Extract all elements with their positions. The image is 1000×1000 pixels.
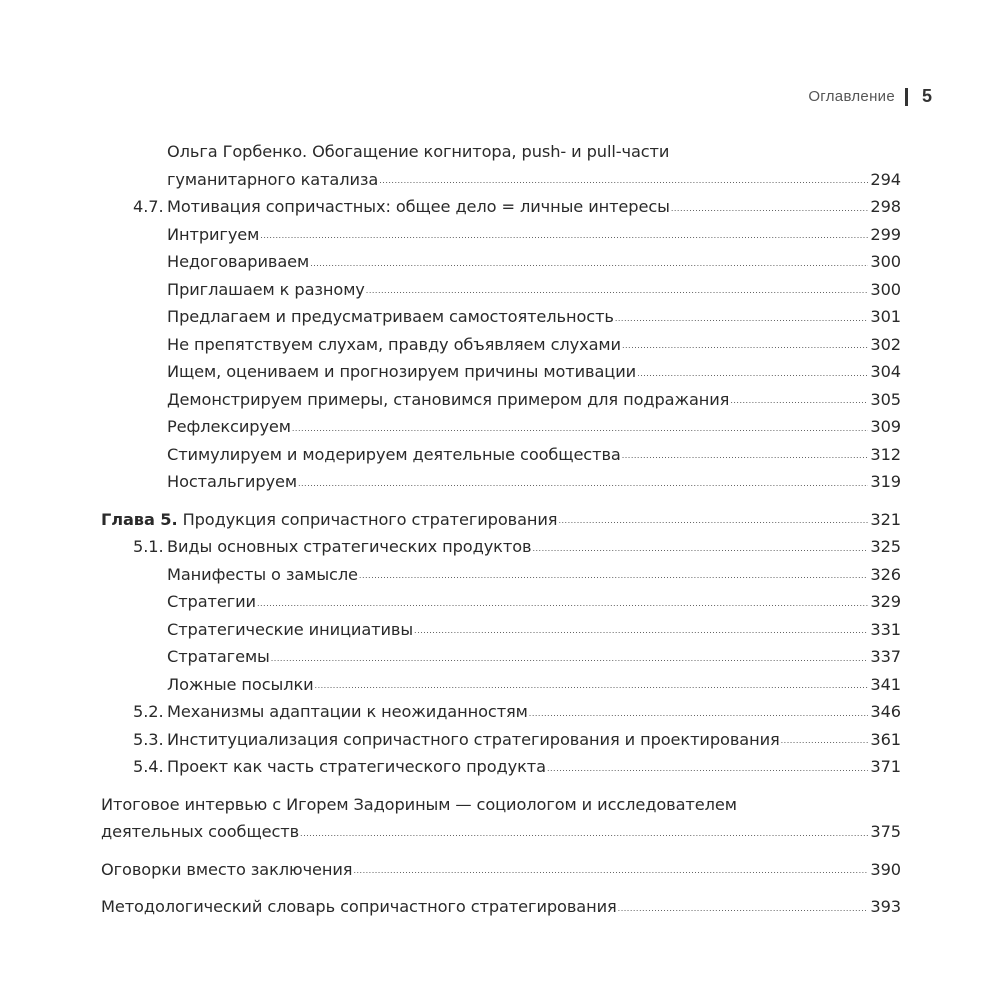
- toc-entry-title: Ностальгируем: [167, 472, 297, 491]
- toc-entry-final-interview[interactable]: [101, 791, 901, 846]
- toc-entry[interactable]: [101, 248, 901, 276]
- toc-entry-page: 319: [870, 472, 901, 491]
- toc-entry[interactable]: [101, 221, 901, 249]
- leader-dots: [271, 654, 869, 664]
- toc-entry-section-5-4[interactable]: [101, 753, 901, 781]
- leader-dots: [671, 204, 869, 214]
- toc-entry[interactable]: [101, 588, 901, 616]
- toc-entry-title-line1: Итоговое интервью с Игорем Задориным — социологом и исследователем: [101, 794, 737, 814]
- toc-entry[interactable]: [101, 643, 901, 671]
- toc-entry-page: 393: [870, 897, 901, 916]
- toc-entry-title: Приглашаем к разному: [167, 279, 365, 299]
- table-of-contents: [101, 138, 901, 921]
- toc-entry-title: Стратегические инициативы: [167, 619, 414, 639]
- toc-entry-page: 326: [870, 564, 901, 584]
- leader-dots: [366, 286, 869, 296]
- toc-entry-page: 298: [870, 197, 901, 216]
- toc-entry-title: Институциализация сопричастного стратегирования и проектирования: [167, 729, 780, 749]
- toc-entry-title: Ложные посылки: [167, 674, 314, 694]
- leader-dots: [615, 314, 869, 324]
- toc-entry-section-5-1[interactable]: [101, 533, 901, 561]
- toc-entry-number: 5.3.: [133, 729, 164, 749]
- toc-entry-title: Продукция сопричастного стратегирования: [182, 509, 558, 529]
- leader-dots: [730, 396, 868, 406]
- toc-entry-page: 331: [870, 619, 901, 639]
- toc-entry-page: 321: [870, 509, 901, 529]
- chapter-label: Глава 5.: [101, 509, 178, 529]
- toc-entry-page: 329: [870, 592, 901, 611]
- toc-entry[interactable]: [101, 303, 901, 331]
- toc-entry-title: Демонстрируем примеры, становимся примером для подражания: [167, 389, 730, 409]
- toc-entry-title: Стратегии: [167, 592, 256, 611]
- toc-entry-page: 341: [870, 674, 901, 694]
- toc-entry[interactable]: [101, 413, 901, 441]
- toc-entry-title: Интригуем: [167, 224, 260, 244]
- toc-entry-section-5-3[interactable]: [101, 726, 901, 754]
- toc-entry-title: Предлагаем и предусматриваем самостоятельность: [167, 307, 614, 326]
- toc-entry-number: 5.4.: [133, 757, 164, 776]
- toc-entry-conclusion[interactable]: [101, 856, 901, 884]
- leader-dots: [622, 451, 869, 461]
- toc-entry-page: 302: [870, 334, 901, 354]
- toc-entry-olga-gorbenko[interactable]: [101, 138, 901, 193]
- toc-entry[interactable]: [101, 386, 901, 414]
- toc-entry-glossary[interactable]: [101, 893, 901, 921]
- leader-dots: [414, 626, 868, 636]
- leader-dots: [310, 259, 868, 269]
- toc-entry-page: 390: [870, 859, 901, 879]
- toc-entry[interactable]: [101, 358, 901, 386]
- leader-dots: [529, 709, 869, 719]
- toc-entry-page: 375: [870, 822, 901, 841]
- toc-entry-page: 337: [870, 647, 901, 666]
- leader-dots: [547, 764, 868, 774]
- leader-dots: [359, 571, 868, 581]
- leader-dots: [300, 829, 868, 839]
- toc-entry-page: 301: [870, 307, 901, 326]
- leader-dots: [260, 231, 868, 241]
- toc-entry-title: Стимулируем и модерируем деятельные сообщества: [167, 444, 621, 464]
- page-number: 5: [921, 86, 932, 106]
- toc-entry[interactable]: [101, 468, 901, 496]
- toc-entry-title-line1: Ольга Горбенко. Обогащение когнитора, push- и pull-части: [167, 142, 670, 161]
- leader-dots: [622, 341, 868, 351]
- toc-entry-chapter-5[interactable]: [101, 506, 901, 534]
- toc-entry-page: 325: [870, 537, 901, 556]
- leader-dots: [353, 866, 868, 876]
- toc-entry-title: Манифесты о замысле: [167, 564, 358, 584]
- leader-dots: [298, 479, 868, 489]
- toc-entry-section-4-7[interactable]: [101, 193, 901, 221]
- toc-entry-title: Рефлексируем: [167, 417, 291, 436]
- toc-entry-page: 300: [870, 252, 901, 271]
- toc-entry-title: Ищем, оцениваем и прогнозируем причины мотивации: [167, 362, 637, 381]
- leader-dots: [292, 424, 869, 434]
- toc-entry[interactable]: [101, 616, 901, 644]
- toc-entry-title: деятельных сообществ: [101, 822, 300, 841]
- toc-entry-title: Мотивация сопричастных: общее дело = личные интересы: [167, 197, 670, 216]
- toc-entry-number: 5.1.: [133, 537, 164, 556]
- toc-entry-page: 294: [870, 169, 901, 189]
- toc-entry-title: Проект как часть стратегического продукта: [167, 757, 546, 776]
- toc-entry-title: гуманитарного катализа: [167, 169, 379, 189]
- leader-dots: [558, 516, 868, 526]
- toc-entry-title: Механизмы адаптации к неожиданностям: [167, 702, 528, 721]
- toc-entry-number: 5.2.: [133, 702, 164, 721]
- running-head: [808, 86, 932, 107]
- toc-entry[interactable]: [101, 671, 901, 699]
- running-head-section: Оглавление: [808, 88, 895, 105]
- toc-entry-number: 4.7.: [133, 197, 164, 216]
- toc-entry-page: 300: [870, 279, 901, 299]
- toc-entry-title: Оговорки вместо заключения: [101, 859, 353, 879]
- leader-dots: [315, 681, 869, 691]
- leader-dots: [781, 736, 869, 746]
- toc-entry-page: 346: [870, 702, 901, 721]
- toc-entry[interactable]: [101, 331, 901, 359]
- toc-entry[interactable]: [101, 561, 901, 589]
- running-head-divider: [905, 88, 908, 106]
- leader-dots: [257, 599, 868, 609]
- toc-entry-page: 312: [870, 444, 901, 464]
- toc-entry-page: 309: [870, 417, 901, 436]
- leader-dots: [379, 176, 868, 186]
- toc-entry[interactable]: [101, 441, 901, 469]
- toc-entry-page: 304: [870, 362, 901, 381]
- leader-dots: [618, 904, 869, 914]
- toc-entry-title: Виды основных стратегических продуктов: [167, 537, 532, 556]
- toc-entry-page: 361: [870, 729, 901, 749]
- leader-dots: [532, 544, 868, 554]
- toc-entry-title: Недоговариваем: [167, 252, 310, 271]
- toc-entry[interactable]: [101, 276, 901, 304]
- toc-entry-page: 305: [870, 389, 901, 409]
- toc-entry-title: Стратагемы: [167, 647, 270, 666]
- toc-entry-page: 371: [870, 757, 901, 776]
- toc-entry-section-5-2[interactable]: [101, 698, 901, 726]
- toc-entry-title: Не препятствуем слухам, правду объявляем слухами: [167, 334, 621, 354]
- toc-entry-title: Методологический словарь сопричастного стратегирования: [101, 897, 617, 916]
- toc-entry-page: 299: [870, 224, 901, 244]
- leader-dots: [637, 369, 868, 379]
